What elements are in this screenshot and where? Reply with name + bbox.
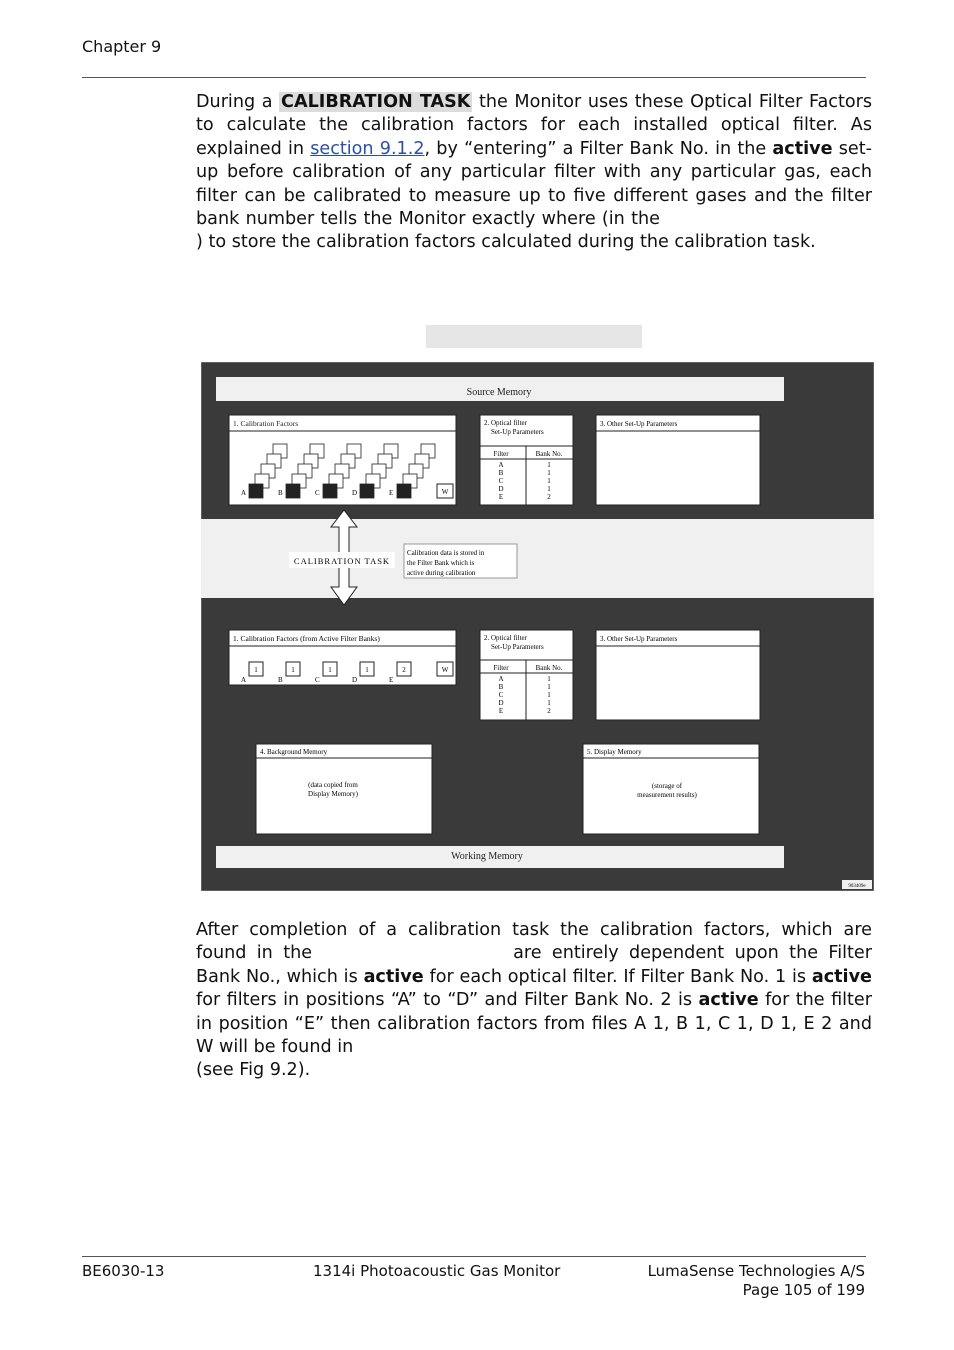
memory-diagram xyxy=(201,362,874,891)
table-bank-c: 1 xyxy=(547,691,551,699)
table-filter-d: D xyxy=(498,699,504,707)
table-bank-a: 1 xyxy=(547,675,551,683)
active-keyword: active xyxy=(363,966,424,987)
calibration-task-highlight: CALIBRATION TASK xyxy=(281,92,471,112)
footer-company: LumaSense Technologies A/S xyxy=(647,1262,865,1280)
optical-subtitle-working: Set-Up Parameters xyxy=(491,643,544,651)
chapter-heading: Chapter 9 xyxy=(82,37,162,56)
background-note-1: (data copied from xyxy=(308,781,358,789)
active-file-letter-e: E xyxy=(389,676,394,684)
source-memory-label: Source Memory xyxy=(466,387,532,398)
text: for filters in positions “A” to “D” and Filter Bank No. 2 is xyxy=(196,990,699,1011)
note-line-1: Calibration data is stored in xyxy=(407,549,485,557)
bank-col-header: Bank No. xyxy=(535,450,563,458)
active-file-bank-b: 1 xyxy=(291,666,295,674)
text: for each optical filter. If Filter Bank No. 1 is xyxy=(423,966,812,987)
filter-letter-c: C xyxy=(315,489,320,497)
display-note-1: (storage of xyxy=(651,782,683,790)
working-memory-label: Working Memory xyxy=(451,851,523,862)
active-file-bank-d: 1 xyxy=(365,666,369,674)
calibration-file-e xyxy=(397,484,411,498)
background-note-2: Display Memory) xyxy=(308,790,358,798)
filter-letter-e: E xyxy=(389,489,394,497)
active-file-letter-c: C xyxy=(315,676,320,684)
table-filter-a: A xyxy=(498,675,504,683)
calibration-file-a xyxy=(249,484,263,498)
footer-rule xyxy=(82,1256,866,1257)
calibration-file-b xyxy=(286,484,300,498)
text: set-up before calibration of any particular filter with any particular gas, each filter can be calibrated to measure up to five different gases and the filter bank number tells the Monitor exactly where (in the xyxy=(196,138,872,230)
note-line-2: the Filter Bank which is xyxy=(407,559,475,567)
display-note-2: measurement results) xyxy=(637,791,697,799)
background-memory-title: 4. Background Memory xyxy=(260,748,328,756)
calibration-file-c xyxy=(323,484,337,498)
figure-code: 903409e xyxy=(848,884,866,889)
table-filter-b: B xyxy=(498,469,504,477)
text: ) to store the calibration factors calculated during the calibration task. xyxy=(196,232,816,253)
other-setup-title: 3. Other Set-Up Parameters xyxy=(600,420,678,428)
other-setup-title-working: 3. Other Set-Up Parameters xyxy=(600,635,678,643)
active-keyword: active xyxy=(772,138,833,159)
cal-factors-title: 1. Calibration Factors xyxy=(233,419,299,428)
text: for the filter in position “E” then calibration factors from files A 1, B 1, C 1, D 1, E 2 and W will be found in xyxy=(196,990,872,1058)
cal-factors-active-title: 1. Calibration Factors (from Active Filter Banks) xyxy=(233,634,380,643)
table-bank-d: 1 xyxy=(547,485,551,493)
active-keyword: active xyxy=(698,990,759,1011)
table-bank-e: 2 xyxy=(547,493,551,501)
active-file-letter-b: B xyxy=(278,676,283,684)
active-file-letter-d: D xyxy=(352,676,358,684)
bank-col-header-working: Bank No. xyxy=(535,664,563,672)
paragraph-after-completion xyxy=(196,919,872,1083)
table-filter-e: E xyxy=(498,707,504,715)
table-bank-a: 1 xyxy=(547,461,551,469)
header-rule xyxy=(82,77,866,78)
calibration-file-d xyxy=(360,484,374,498)
note-line-3: active during calibration xyxy=(407,569,476,577)
table-filter-c: C xyxy=(498,691,504,699)
active-file-bank-a: 1 xyxy=(254,666,258,674)
calibration-task-label: CALIBRATION TASK xyxy=(293,556,391,566)
footer-page-number: Page 105 of 199 xyxy=(742,1281,865,1299)
text: , by “entering” a Filter Bank No. in the xyxy=(424,138,773,159)
optical-subtitle: Set-Up Parameters xyxy=(491,428,544,436)
filter-letter-d: D xyxy=(352,489,358,497)
filter-col-header: Filter xyxy=(493,450,509,458)
filter-letter-b: B xyxy=(278,489,283,497)
table-bank-e: 2 xyxy=(547,707,551,715)
active-file-letter-a: A xyxy=(241,676,247,684)
table-filter-c: C xyxy=(498,477,504,485)
w-file-label: W xyxy=(441,666,449,674)
section-link[interactable]: section 9.1.2 xyxy=(310,138,425,159)
table-bank-c: 1 xyxy=(547,477,551,485)
w-file-label: W xyxy=(441,488,449,496)
display-memory-title: 5. Display Memory xyxy=(587,748,642,756)
text: the Monitor uses these Optical Filter Factors to calculate the calibration factors for each installed optical filter. As explained in xyxy=(196,92,873,159)
text: (see Fig 9.2). xyxy=(196,1060,311,1081)
text: are entirely dependent upon the Filter Bank No., which is xyxy=(196,943,872,987)
table-bank-b: 1 xyxy=(547,469,551,477)
figure-caption-placeholder xyxy=(426,325,642,348)
active-file-bank-c: 1 xyxy=(328,666,332,674)
text: After completion of a calibration task the calibration factors, which are found in the xyxy=(196,920,872,964)
active-file-bank-e: 2 xyxy=(402,666,406,674)
paragraph-calibration-task xyxy=(196,91,872,255)
table-filter-d: D xyxy=(498,485,504,493)
table-filter-a: A xyxy=(498,461,504,469)
table-filter-b: B xyxy=(498,683,504,691)
filter-col-header-working: Filter xyxy=(493,664,509,672)
table-filter-e: E xyxy=(498,493,504,501)
optical-title-working: 2. Optical filter xyxy=(484,634,527,642)
table-bank-b: 1 xyxy=(547,683,551,691)
table-bank-d: 1 xyxy=(547,699,551,707)
text: During a xyxy=(196,92,280,112)
footer-product: 1314i Photoacoustic Gas Monitor xyxy=(313,1262,561,1280)
optical-title: 2. Optical filter xyxy=(484,419,527,427)
filter-letter-a: A xyxy=(241,489,247,497)
footer-doc-number: BE6030-13 xyxy=(82,1262,165,1280)
active-keyword: active xyxy=(811,966,872,987)
